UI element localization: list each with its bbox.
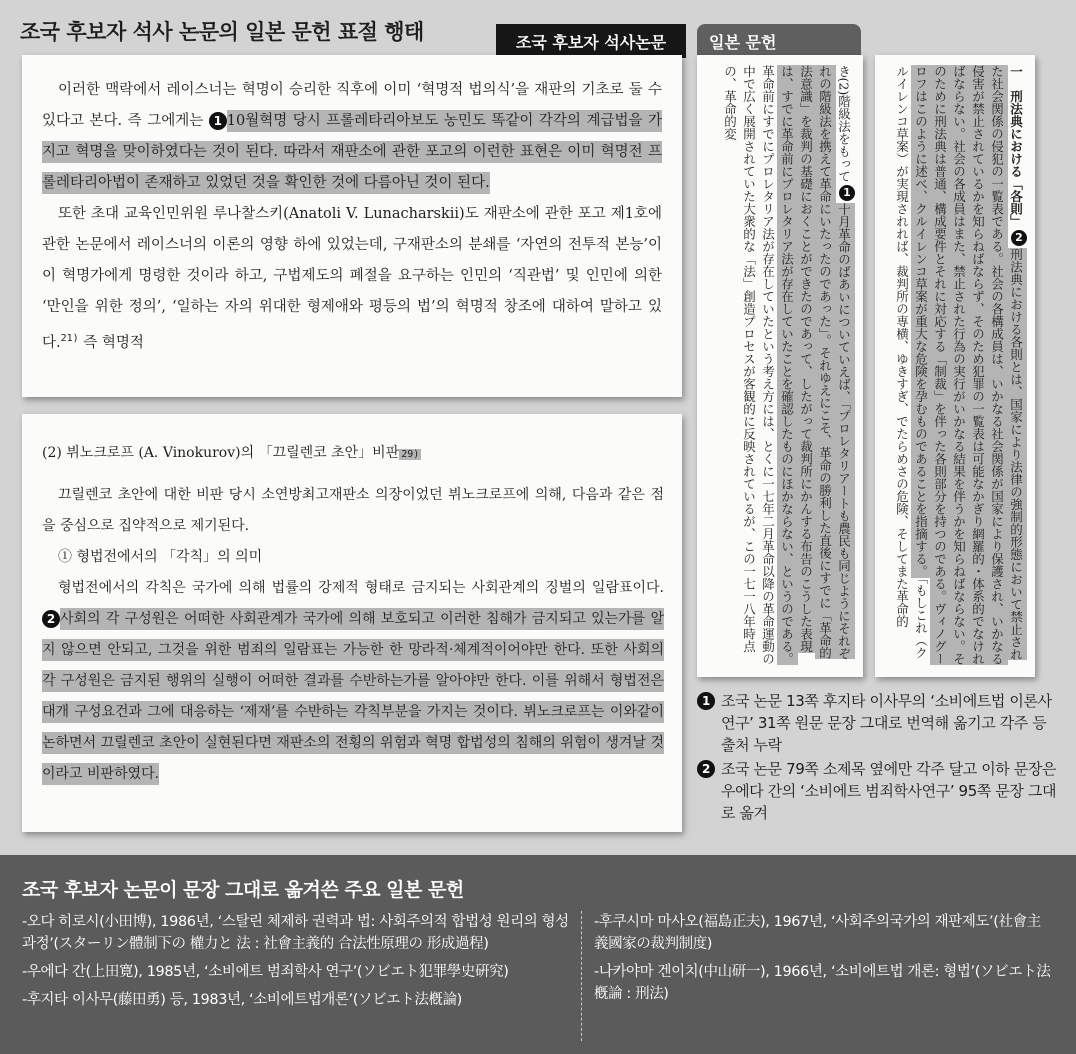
source-item: -우에다 간(上田寛), 1985년, ‘소비에트 범죄학사 연구’(ソビエト犯罪學史硏究) — [22, 964, 509, 980]
thesis-paragraph — [42, 573, 664, 790]
plagiarized-passage-1: 10월혁명 당시 프롤레타리아보도 농민도 똑같이 각각의 계급법을 가지고 혁명을 맞이하였다는 것이 된다. 따라서 재판소에 관한 포고의 이런한 표현은 이미 혁명전 프롤레타리아법이 존재하고 있었던 것을 확인한 것에 다름아닌 것이 된다. — [42, 113, 662, 191]
section-heading — [42, 438, 664, 470]
marker-2-icon: 2 — [697, 760, 715, 778]
japanese-heading: 一 刑法典における「各則」 — [1008, 65, 1024, 228]
marker-1-icon: 1 — [839, 185, 855, 201]
footnote-ref: 21) — [60, 333, 79, 344]
annotation-item — [697, 758, 1057, 824]
thesis-text: 즉 혁명적 — [78, 334, 144, 351]
thesis-paragraph — [42, 75, 662, 199]
japanese-text: き — [836, 65, 852, 78]
source-passage-1: 十月革命のばあいについていえば、「プロレタリアートも農民も同じようにそれぞれの階級法を携えて革命にいたったのであった」。それゆえにこそ、革命の勝利した直後にすでに「革命的法意識」を裁判の基礎におくことができたのであって、したがって裁判所にかんする布告のこうした表現は、すでに革命前にプロレタリア法が存在していたことを確認したものにほかならない、というのである。 — [779, 65, 852, 665]
page-title: 조국 후보자 석사 논문의 일본 문헌 표절 행태 — [20, 20, 424, 44]
source-item: -나카야마 겐이치(中山研一), 1966년, ‘소비에트법 개론: 형법’(ソビエト法槪論 : 刑法) — [594, 964, 1051, 1002]
divider — [581, 911, 582, 1041]
japanese-page-fujita — [697, 55, 863, 677]
marker-1-icon: 1 — [697, 692, 715, 710]
source-list-panel — [0, 855, 1076, 1054]
source-item: -후지타 이사무(藤田勇) 등, 1983년, ‘소비에트법개론’(ソビエト法槪論) — [22, 992, 462, 1008]
source-item: -후쿠시마 마사오(福島正夫), 1967년, ‘사회주의국가의 재판제도’(社會主義國家の裁判制度) — [594, 914, 1041, 952]
footnote-ref: 29) — [401, 449, 420, 460]
marker-2-icon: 2 — [1011, 230, 1027, 246]
annotation-text: 조국 논문 79쪽 소제목 옆에만 각주 달고 이하 문장은 우에다 간의 ‘소비에트 범죄학사연구’ 95쪽 문장 그대로 옮겨 — [721, 760, 1057, 822]
japanese-vertical-text — [705, 65, 855, 665]
thesis-page-13 — [22, 55, 682, 397]
japanese-text: 「もしこれ（クルイレンコ草案）が実現されれば、裁判所の専横、ゆきすぎ、でたらめさの危険、そしてまた革命的 — [894, 65, 929, 659]
marker-1-icon: 1 — [209, 112, 227, 130]
thesis-page-79 — [22, 414, 682, 832]
japanese-vertical-text — [883, 65, 1027, 665]
sub-heading: ① 형법전에서의 「각칙」의 의미 — [58, 549, 263, 565]
thesis-text: 형법전에서의 각칙은 국가에 의해 법률의 강제적 형태로 금지되는 사회관계의 징벌의 일람표이다. — [58, 580, 664, 596]
annotation-item — [697, 690, 1057, 756]
thesis-text: 이러한 맥락에서 레이스너는 혁명이 승리한 직후에 이미 ‘혁명적 법의식’을 재판의 기초로 둘 수 있다고 본다. 즉 그에게는 — [42, 82, 662, 129]
source-list-title: 조국 후보자 논문이 문장 그대로 옮겨쓴 주요 일본 문헌 — [22, 879, 464, 901]
japanese-literature-label: 일본 문헌 — [697, 24, 861, 58]
marker-2-icon: 2 — [42, 610, 60, 628]
annotations — [697, 690, 1057, 826]
thesis-text: 또한 초대 교육인민위원 루나찰스키(Anatoli V. Lunacharskii)도 재판소에 관한 포고 제1호에 관한 논문에서 레이스너의 이론의 영향 하에 있었는데, 구재판소의 분쇄를 ‘자연의 전투적 본능’이 이 혁명가에게 명령한 것이라 하고, 구법제도의 폐절을 요구하는 인민의 ‘직관법’ 및 인민에 의한 ‘만인을 위한 정의’, ‘일하는 자의 위대한 형제애와 평등의 법’의 혁명적 창조에 대하여 말하고 있다. — [42, 206, 662, 351]
japanese-text: 革命前にすでにプロレタリア法が存在していたという考え方には、とくに一七年二月革命以降の革命運動の中で広く展開されていた大衆的な「法」創造プロセスが客観的に反映されているが、この一七一八年時点の、革命的変 — [722, 65, 776, 665]
source-passage-2: 刑法典における各則とは、国家により法律の強制的形態において禁止された社会関係の侵犯の一覧表である。社会の各構成員は、いかなる社会関係が国家により保護され、いかなる侵害が禁止されているかを知らねばならず、そのため犯罪の一覧表は可能なかぎり網羅的・体系的でなければならない。社会の各成員はまた、禁止された行為の実行がいかなる結果を伴うかを知らねばならない。そのために刑法典は普通、構成要件とそれに対応する「制裁」を伴った各則部分を持つのである。ヴィノグーロフはこのように述べ、クルイレンコ草案が重大な危険を孕むものであることを指摘する。 — [913, 65, 1024, 665]
thesis-paragraph — [42, 199, 662, 359]
annotation-text: 조국 논문 13쪽 후지타 이사무의 ‘소비에트법 이론사 연구’ 31쪽 원문 문장 그대로 번역해 옮기고 각주 등 출처 누락 — [721, 692, 1052, 754]
plagiarized-passage-2: 사회의 각 구성원은 어떠한 사회관계가 국가에 의해 보호되고 이러한 침해가 금지되고 있는가를 알지 않으면 안되고, 그것을 위한 범죄의 일람표는 가능한 한 망라적·체계적이어야만 한다. 또한 사회의 각 구성원은 금지된 행위의 실행이 어떠한 결과를 수반하는가를 알아야만 한다. 이를 위해서 형법전은 대개 구성요건과 그에 대응하는 ‘제재’를 수반하는 각칙부분을 가지는 것이다. 뷔노크로프는 이와같이 논하면서 끄릴렌코 초안이 실현된다면 재판소의 전횡의 위험과 혁명 합법성의 침해의 위험이 생겨날 것이라고 비판하였다. — [42, 611, 664, 782]
thesis-paragraph: 끄릴렌코 초안에 대한 비판 당시 소연방최고재판소 의장이었던 뷔노크로프에 의해, 다음과 같은 점을 중심으로 집약적으로 제기된다. — [42, 487, 664, 534]
source-item: -오다 히로시(小田博), 1986년, ‘스탈린 체제하 권력과 법: 사회주의적 합법성 원리의 형성 과정’(スターリン體制下の 權力と 法 : 社會主義的 合法性原理の 形成過程) — [22, 914, 569, 952]
section-heading-text: (2) 뷔노크로프 (A. Vinokurov)의 「끄릴렌코 초안」비판 — [42, 445, 400, 461]
thesis-label: 조국 후보자 석사논문 — [496, 24, 686, 58]
footnote-ref: (2) — [836, 77, 852, 96]
source-list-left — [22, 911, 578, 1017]
japanese-text: 階級法をもって — [836, 95, 852, 183]
japanese-page-ueda — [875, 55, 1035, 677]
source-list-right — [594, 911, 1054, 1011]
